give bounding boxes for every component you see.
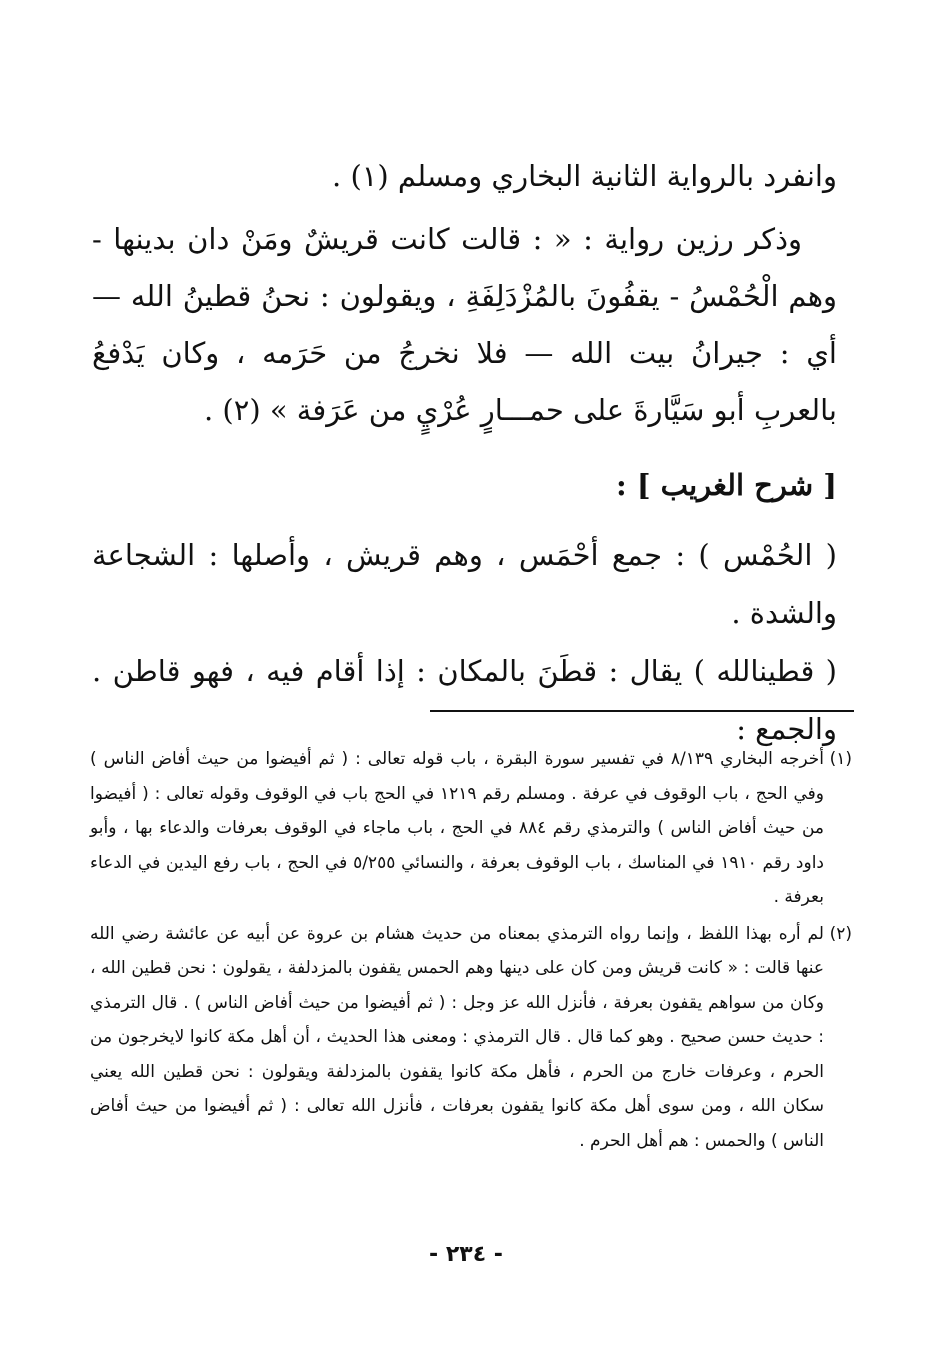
- page-number: - ٢٣٤ -: [429, 1242, 503, 1267]
- footnote-text: أخرجه البخاري ٨/١٣٩ في تفسير سورة البقرة ، باب قوله تعالى : ( ثم أفيضوا من حيث أفاض الناس ) وفي الحج ، باب الوقوف في عرفة . ومسلم رقم ١٢١٩ في الحج باب في الوقوف وقوله تعالى : ( أفيضوا من حيث أفاض الناس ) والترمذي رقم ٨٨٤ في الحج ، باب ماجاء في الوقوف بعرفات والدعاء بها ، وأبو داود رقم ١٩١٠ في المناسك ، باب الوقوف بعرفة ، والنسائي ٥/٢٥٥ في الحج ، باب رفع اليدين في الدعاء بعرفة .: [90, 749, 825, 907]
- footnote-1: [90, 742, 852, 915]
- main-text-line1: وانفرد بالرواية الثانية البخاري ومسلم (١) .: [332, 159, 837, 193]
- narration-paragraph: وذكر رزين رواية : « : قالت كانت قريشٌ ومَنْ دان بدينها - وهم الْحُمْسُ - يقفُونَ بالمُزْدَلِفَةِ ، ويقولون : نحنُ قطينُ الله — أي : جيرانُ بيت الله — فلا نخرجُ من حَرَمه ، وكان يَدْفعُ بالعربِ أبو سَيَّارةَ على حمـــارٍ عُرْيٍ من عَرَفة » (٢) .: [92, 222, 837, 427]
- footnote-text: لم أره بهذا اللفظ ، وإنما رواه الترمذي بمعناه من حديث هشام بن عروة عن أبيه عن عائشة رضي الله عنها قالت : « كانت قريش ومن كان على دينها وهم الحمس يقفون بالمزدلفة ، يقولون : نحن قطين الله ، وكان من سواهم يقفون بعرفة ، فأنزل الله عز وجل : ( ثم أفيضوا من حيث أفاض الناس ) . قال الترمذي : حديث حسن صحيح . وهو كما قال . قال الترمذي : ومعنى هذا الحديث ، أن أهل مكة كانوا لايخرجون من الحرم ، وعرفات خارج من الحرم ، فأهل مكة كانوا يقفون بالمزدلفة ويقولون : نحن قطين الله يعني سكان الله ، ومن سوى أهل مكة كانوا يقفون بعرفات ، فأنزل الله تعالى : ( ثم أفيضوا من حيث أفاض الناس ) والحمس : هم أهل الحرم .: [90, 923, 824, 1151]
- footnote-number: (١): [829, 749, 852, 769]
- footnote-2: [90, 917, 852, 1159]
- footnote-separator: [430, 710, 854, 712]
- footnote-number: (٢): [829, 923, 852, 944]
- main-text: [92, 148, 837, 758]
- gloss-entry-1: ( الحُمْس ) : جمع أحْمَس ، وهم قريش ، وأصلها : الشجاعة والشدة .: [92, 538, 837, 630]
- gloss-entry-2: ( قطينالله ) يقال : قطَنَ بالمكان : إذا أقام فيه ، فهو قاطن . والجمع :: [92, 654, 837, 746]
- section-heading: [ شرح الغريب ] :: [616, 468, 837, 502]
- footnotes: [90, 742, 852, 1160]
